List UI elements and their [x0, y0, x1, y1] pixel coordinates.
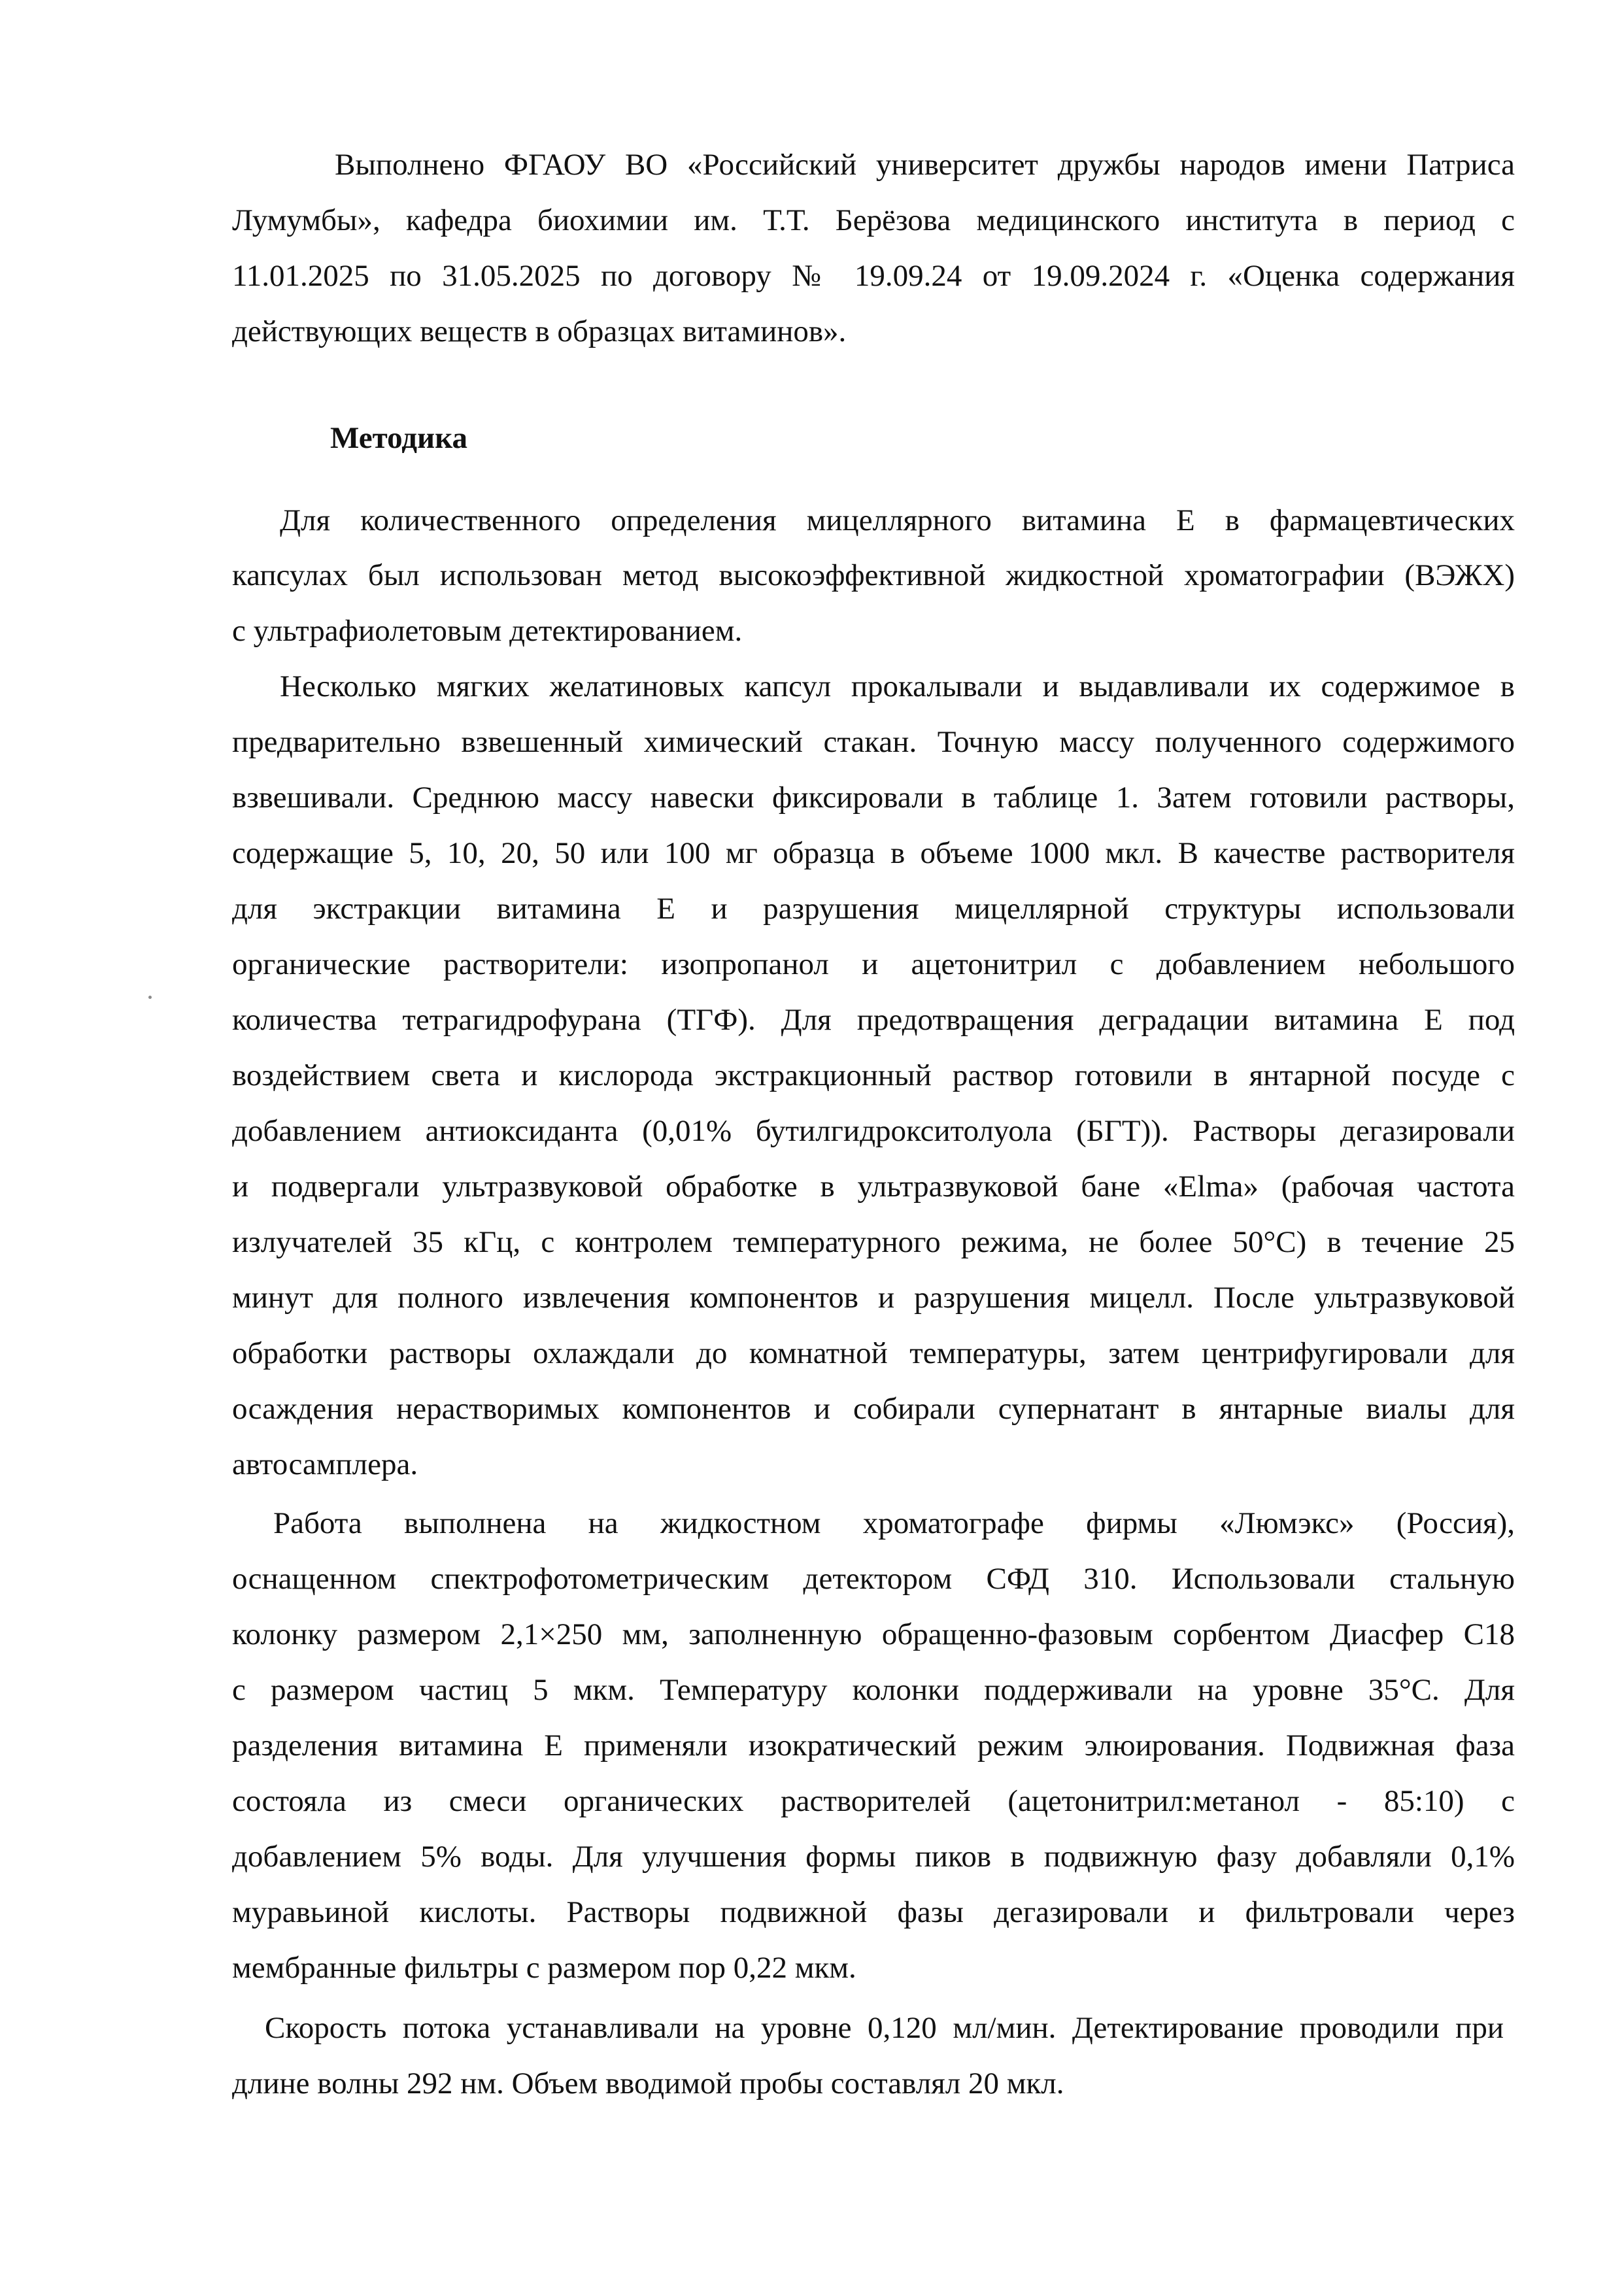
- paragraph-line: минут для полного извлечения компонентов и разрушения мицелл. После ультразвуковой: [232, 1281, 1515, 1315]
- paragraph-line: Скорость потока устанавливали на уровне 0,120 мл/мин. Детектирование проводили при: [265, 2011, 1504, 2045]
- paragraph-line: взвешивали. Среднюю массу навески фиксировали в таблице 1. Затем готовили растворы,: [232, 781, 1515, 815]
- paragraph-line: органические растворители: изопропанол и ацетонитрил с добавлением небольшого: [232, 947, 1515, 981]
- paragraph-line: излучателей 35 кГц, с контролем температурного режима, не более 50°С) в течение 25: [232, 1225, 1515, 1259]
- paragraph-line: автосамплера.: [232, 1447, 418, 1481]
- paragraph-line: и подвергали ультразвуковой обработке в ультразвуковой бане «Elma» (рабочая частота: [232, 1170, 1515, 1204]
- paragraph-line: с ультрафиолетовым детектированием.: [232, 614, 743, 648]
- paragraph-line: Работа выполнена на жидкостном хроматографе фирмы «Люмэкс» (Россия),: [273, 1506, 1515, 1540]
- paragraph-line: Для количественного определения мицеллярного витамина Е в фармацевтических: [280, 503, 1515, 537]
- scan-speck: [148, 996, 152, 999]
- paragraph-line: оснащенном спектрофотометрическим детектором СФД 310. Использовали стальную: [232, 1562, 1515, 1596]
- intro-line: Лумумбы», кафедра биохимии им. Т.Т. Берёзова медицинского института в период с: [232, 203, 1515, 237]
- paragraph-line: состояла из смеси органических растворителей (ацетонитрил:метанол - 85:10) с: [232, 1784, 1515, 1818]
- intro-line: действующих веществ в образцах витаминов».: [232, 314, 847, 348]
- intro-line: 11.01.2025 по 31.05.2025 по договору № 19.09.24 от 19.09.2024 г. «Оценка содержания: [232, 259, 1515, 293]
- intro-line: Выполнено ФГАОУ ВО «Российский университет дружбы народов имени Патриса: [335, 148, 1515, 182]
- paragraph-line: добавлением антиоксиданта (0,01% бутилгидрокситолуола (БГТ)). Растворы дегазировали: [232, 1114, 1515, 1148]
- paragraph-line: для экстракции витамина Е и разрушения мицеллярной структуры использовали: [232, 892, 1515, 926]
- paragraph-line: капсулах был использован метод высокоэффективной жидкостной хроматографии (ВЭЖХ): [232, 558, 1515, 592]
- paragraph-line: осаждения нерастворимых компонентов и собирали супернатант в янтарные виалы для: [232, 1392, 1515, 1426]
- paragraph-line: содержащие 5, 10, 20, 50 или 100 мг образца в объеме 1000 мкл. В качестве растворителя: [232, 836, 1515, 870]
- paragraph-line: Несколько мягких желатиновых капсул прокалывали и выдавливали их содержимое в: [280, 669, 1515, 703]
- paragraph-line: длине волны 292 нм. Объем вводимой пробы составлял 20 мкл.: [232, 2066, 1064, 2100]
- paragraph-line: воздействием света и кислорода экстракционный раствор готовили в янтарной посуде с: [232, 1058, 1515, 1092]
- paragraph-line: добавлением 5% воды. Для улучшения формы пиков в подвижную фазу добавляли 0,1%: [232, 1840, 1515, 1874]
- paragraph-line: обработки растворы охлаждали до комнатной температуры, затем центрифугировали для: [232, 1336, 1515, 1370]
- paragraph-line: количества тетрагидрофурана (ТГФ). Для предотвращения деградации витамина Е под: [232, 1003, 1515, 1037]
- paragraph-line: мембранные фильтры с размером пор 0,22 мкм.: [232, 1951, 856, 1985]
- paragraph-line: с размером частиц 5 мкм. Температуру колонки поддерживали на уровне 35°С. Для: [232, 1673, 1515, 1707]
- section-heading: Методика: [330, 421, 467, 455]
- paragraph-line: муравьиной кислоты. Растворы подвижной фазы дегазировали и фильтровали через: [232, 1895, 1515, 1929]
- paragraph-line: колонку размером 2,1×250 мм, заполненную обращенно-фазовым сорбентом Диасфер С18: [232, 1617, 1515, 1651]
- paragraph-line: разделения витамина Е применяли изократический режим элюирования. Подвижная фаза: [232, 1729, 1515, 1763]
- paragraph-line: предварительно взвешенный химический стакан. Точную массу полученного содержимого: [232, 725, 1515, 759]
